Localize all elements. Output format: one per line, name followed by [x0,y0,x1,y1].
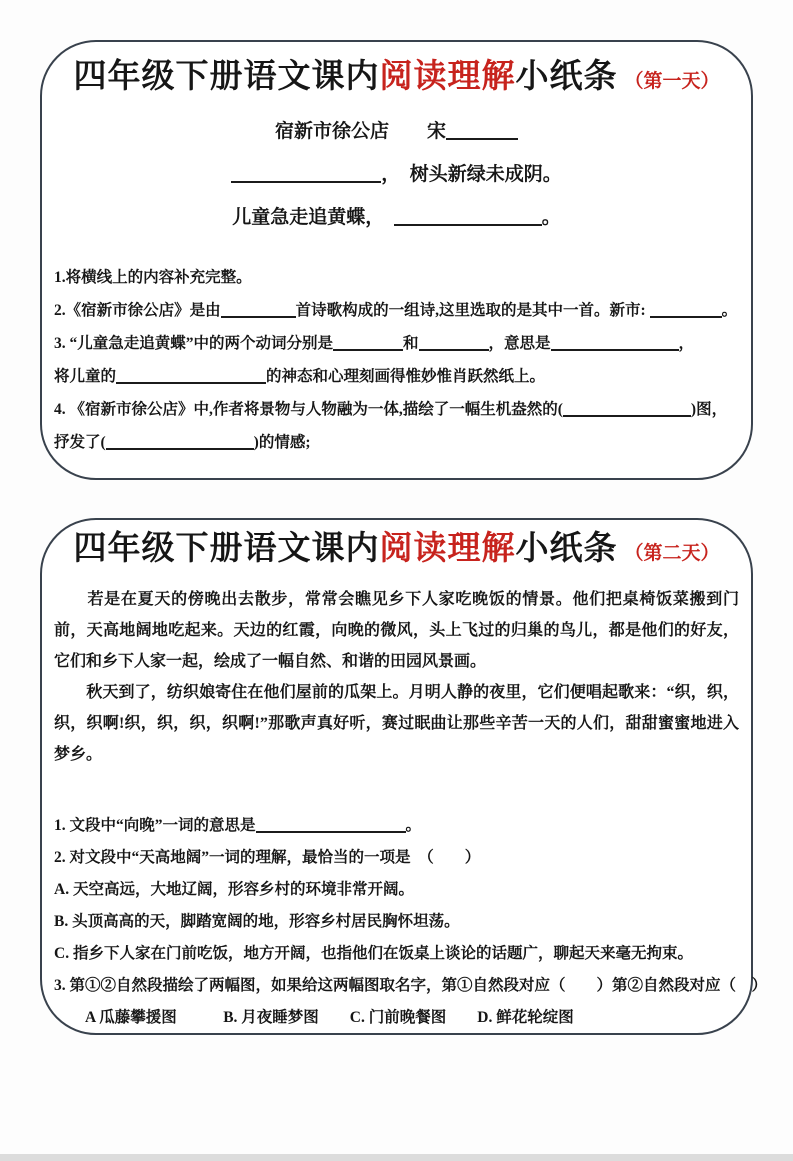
passage-block [52,584,741,770]
text-segment: 。 [405,817,422,834]
answer-blank-line [106,434,254,450]
text-segment: 若是在夏天的傍晚出去散步，常常会瞧见乡下人家吃晚饭的情景。他们把桌椅饭菜搬到门 [54,591,739,608]
text-segment: 儿童急走追黄蝶， [232,207,394,228]
text-segment: 3. 第①②自然段描绘了两幅图，如果给这两幅图取名字，第①自然段对应（ ）第②自然段对应（ ） [54,977,768,994]
text-segment: B. 头顶高高的天，脚踏宽阔的地，形容乡村居民胸怀坦荡。 [54,913,460,930]
text-segment: 秋天到了，纺织娘寄住在他们屋前的瓜架上。月明人静的夜里，它们便唱起歌来：“织，织， [54,684,739,701]
passage-p1-line-1 [52,584,741,615]
question-2-option-b [52,906,741,938]
answer-blank-line [221,302,296,318]
question-3-options [52,1002,741,1034]
question-3 [52,970,768,1002]
card2-title-highlight: 阅读理解 [379,529,516,566]
worksheet-card-day2 [40,518,768,1035]
question-2-option-a [52,874,741,906]
card1-title [52,56,741,102]
answer-blank-line [116,368,266,384]
answer-blank-line [333,335,403,351]
text-segment: 织，织啊!织，织，织，织啊!”那歌声真好听，赛过眠曲让那些辛苦一天的人们，甜甜蜜蜜地进入 [54,715,739,732]
answer-blank-line [231,167,381,183]
question-3-line-2 [52,360,741,393]
card2-title-suffix: 小纸条 [515,529,618,566]
worksheet-card-day1 [40,40,753,480]
passage-p2-line-3 [52,739,741,770]
passage-p1-line-2 [52,615,741,646]
answer-blank-line [551,335,679,351]
card2-title [52,528,741,574]
text-segment: 梦乡。 [54,746,103,763]
text-segment: 。 [541,207,561,228]
text-segment: A. 天空高远，大地辽阔，形容乡村的环境非常开阔。 [54,881,414,898]
scan-bottom-edge [0,1154,793,1161]
text-segment: ， [678,335,695,352]
text-segment: 宿新市徐公店 宋 [274,121,446,142]
card2-title-day-badge: （第二天） [624,543,720,564]
text-segment: 4. 《宿新市徐公店》中,作者将景物与人物融为一体,描绘了一幅生机盎然的( [54,401,563,418]
text-segment: 的神态和心理刻画得惟妙惟肖跃然纸上。 [266,368,546,385]
card2-title-prefix: 四年级下册语文课内 [73,529,380,566]
text-segment: ， 树头新绿未成阴。 [381,164,562,185]
poem-block [52,110,741,239]
answer-blank-line [650,302,722,318]
question-2-option-c [52,938,741,970]
text-segment: 前，天高地阔地吃起来。天边的红霞，向晚的微风，头上飞过的归巢的鸟儿，都是他们的好友， [54,622,739,639]
text-segment: 2. 对文段中“天高地阔”一词的理解，最恰当的一项是 （ ） [54,849,481,866]
question-2 [52,294,741,327]
answer-blank-line [256,817,406,833]
passage-p1-line-3 [52,646,741,677]
question-1 [52,810,741,842]
passage-p2-line-1 [52,677,741,708]
poem-title-line [52,110,741,153]
text-segment: 1.将横线上的内容补充完整。 [54,269,252,286]
card1-title-suffix: 小纸条 [515,57,618,94]
text-segment: 。 [721,302,738,319]
answer-blank-line [446,124,518,140]
text-segment: 1. 文段中“向晚”一词的意思是 [54,817,256,834]
passage-p2-line-2 [52,708,741,739]
answer-blank-line [419,335,489,351]
card1-title-day-badge: （第一天） [624,71,720,92]
poem-verse-line-2 [52,196,741,239]
text-segment: )图， [690,401,728,418]
text-segment: A 瓜藤攀援图 B. 月夜睡梦图 C. 门前晚餐图 D. 鲜花轮绽图 [54,1009,574,1026]
text-segment: )的情感; [253,434,311,451]
card1-title-prefix: 四年级下册语文课内 [73,57,380,94]
poem-verse-line-1 [52,153,741,196]
card1-title-highlight: 阅读理解 [379,57,516,94]
card1-questions-block [52,261,741,459]
worksheet-page [0,40,793,1161]
text-segment: ，意思是 [488,335,551,352]
question-4-line-2 [52,426,741,459]
question-3-line-1 [52,327,741,360]
text-segment: 它们和乡下人家一起，绘成了一幅自然、和谐的田园风景画。 [54,653,487,670]
question-1 [52,261,741,294]
text-segment: 2.《宿新市徐公店》是由 [54,302,221,319]
text-segment: 3. “儿童急走追黄蝶”中的两个动词分别是 [54,335,334,352]
text-segment: C. 指乡下人家在门前吃饭，地方开阔，也指他们在饭桌上谈论的话题广，聊起天来毫无拘束。 [54,945,693,962]
text-segment: 抒发了( [54,434,106,451]
question-2 [52,842,741,874]
text-segment: 将儿童的 [54,368,117,385]
text-segment: 和 [403,335,419,352]
text-segment: 首诗歌构成的一组诗,这里选取的是其中一首。新市: [295,302,650,319]
answer-blank-line [563,401,691,417]
card2-questions-block [52,810,768,1034]
answer-blank-line [394,210,542,226]
question-4-line-1 [52,393,741,426]
